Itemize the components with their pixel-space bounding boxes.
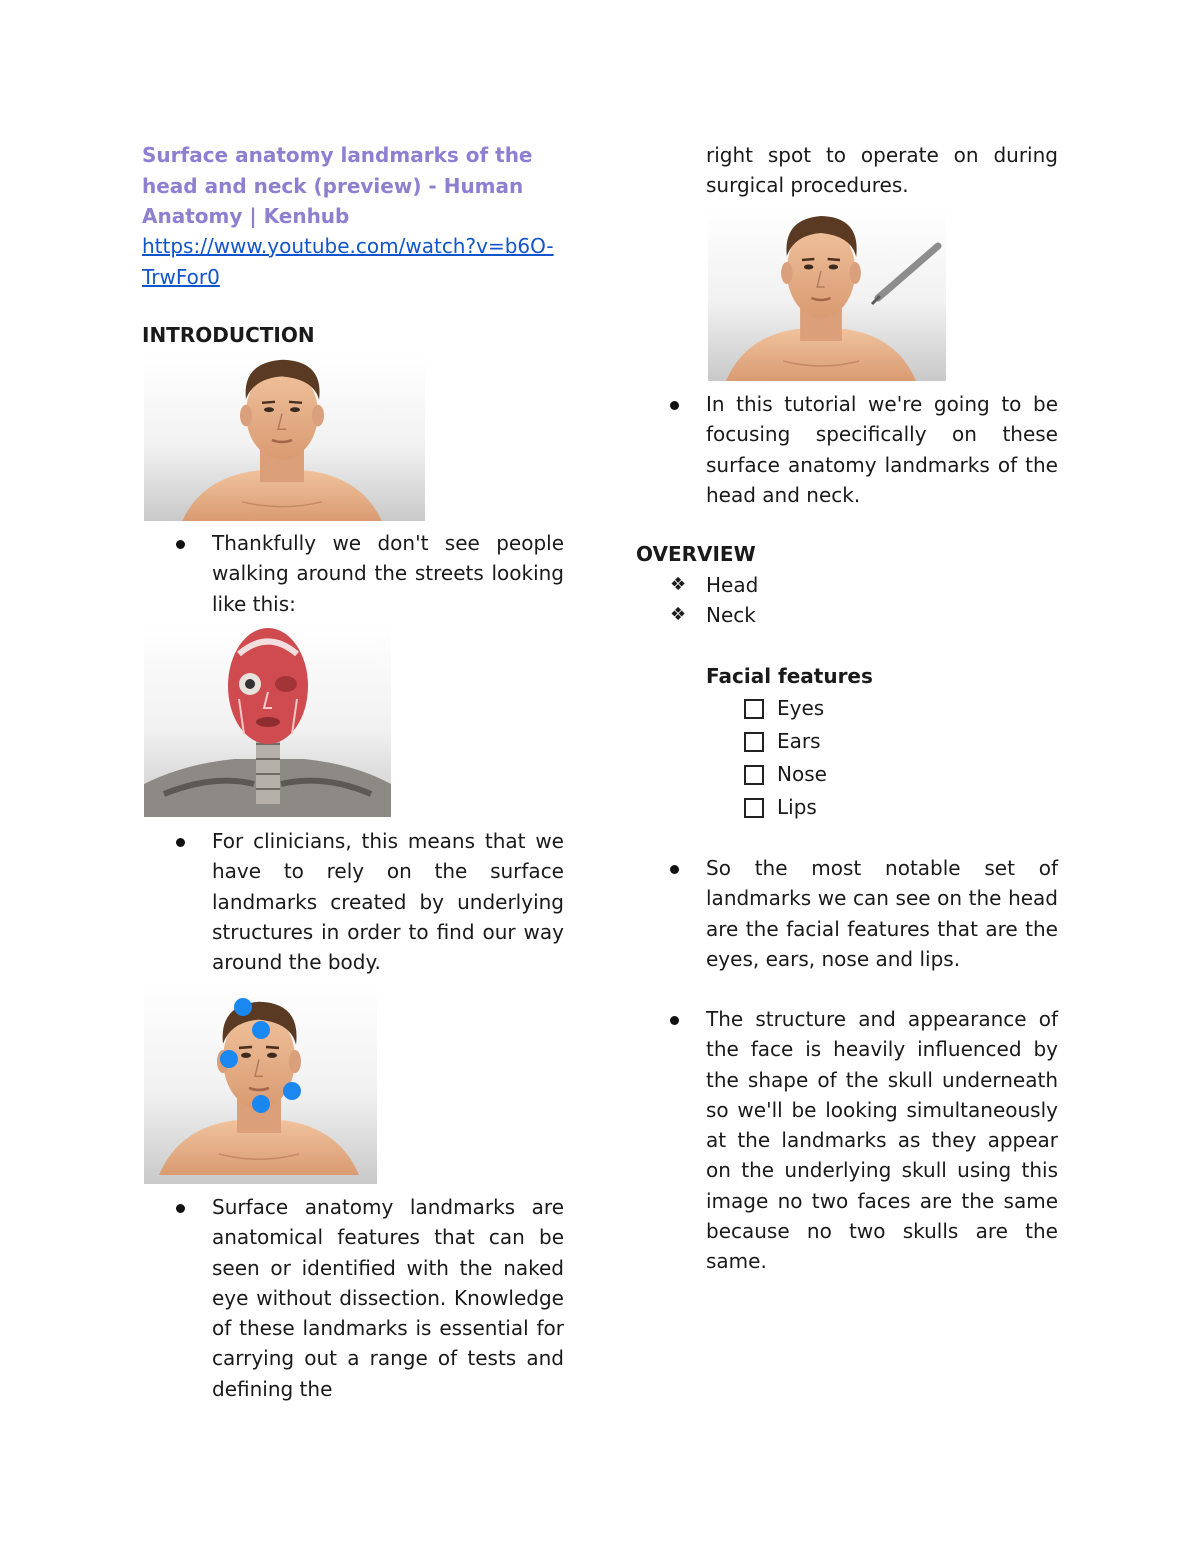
- intro-bullet-2: [212, 826, 564, 977]
- intro-heading: INTRODUCTION: [142, 323, 315, 347]
- bullet-dot-icon: [176, 838, 185, 847]
- facial-item-label: Eyes: [777, 696, 825, 720]
- checkbox-icon[interactable]: [744, 798, 764, 818]
- checkbox-icon[interactable]: [744, 699, 764, 719]
- face-landmark-illustration: [144, 981, 377, 1184]
- intro-bullet-1: [212, 528, 564, 619]
- checkbox-icon[interactable]: [744, 765, 764, 785]
- landmark-marker: [252, 1021, 270, 1039]
- bullet-dot-icon: [176, 1204, 185, 1213]
- overview-item-label: Neck: [706, 603, 756, 627]
- facial-item-lips[interactable]: [777, 792, 817, 822]
- muscle-skull-illustration: [144, 624, 391, 817]
- landmark-marker: [283, 1082, 301, 1100]
- bullet-dot-icon: [670, 401, 679, 410]
- bullet-text: So the most notable set of landmarks we can see on the head are the facial features that are the eyes, ears, nose and lips.: [706, 856, 1058, 971]
- overview-item-label: Head: [706, 573, 759, 597]
- facial-item-ears[interactable]: [777, 726, 821, 756]
- intro-bullet-3: [212, 1192, 564, 1404]
- overview-bullet-2: [706, 1004, 1058, 1277]
- bullet-text: Thankfully we don't see people walking around the streets looking like this:: [212, 531, 564, 616]
- facial-item-nose[interactable]: [777, 759, 827, 789]
- diamond-bullet-icon: ❖: [670, 574, 687, 595]
- bullet-text: In this tutorial we're going to be focusing specifically on these surface anatomy landmarks of the head and neck.: [706, 392, 1058, 507]
- facial-item-label: Lips: [777, 795, 817, 819]
- face-figure-scalpel: [708, 206, 946, 381]
- facial-item-eyes[interactable]: [777, 693, 824, 723]
- tutorial-bullet: [706, 389, 1058, 510]
- face-figure-markers: [144, 981, 377, 1184]
- facial-item-label: Nose: [777, 762, 827, 786]
- diamond-bullet-icon: ❖: [670, 604, 687, 625]
- landmark-marker: [220, 1050, 238, 1068]
- intro-continued-text: right spot to operate on during surgical procedures.: [706, 143, 1058, 198]
- bullet-text: The structure and appearance of the face is heavily influenced by the shape of the skull underneath so we'll be looking simultaneously at the landmarks as they appear on the underlying skull using this image no two faces are the same because no two skulls are the same.: [706, 1007, 1058, 1274]
- checkbox-icon[interactable]: [744, 732, 764, 752]
- document-title: Surface anatomy landmarks of the head and neck (preview) - Human Anatomy | Kenhub: [142, 143, 533, 228]
- bullet-dot-icon: [670, 865, 679, 874]
- overview-bullet-1: [706, 853, 1058, 974]
- bullet-text: Surface anatomy landmarks are anatomical features that can be seen or identified with the naked eye without dissection. Knowledge of these landmarks is essential for carrying out a range of tests and defining the: [212, 1195, 564, 1401]
- bullet-dot-icon: [670, 1016, 679, 1025]
- face-figure-1: [144, 355, 425, 521]
- overview-item-neck: [670, 600, 756, 630]
- landmark-marker: [234, 998, 252, 1016]
- muscle-figure: [144, 624, 391, 817]
- overview-heading: OVERVIEW: [636, 542, 756, 566]
- facial-features-heading: Facial features: [706, 664, 873, 688]
- facial-item-label: Ears: [777, 729, 821, 753]
- face-scalpel-illustration: [708, 206, 946, 381]
- bullet-dot-icon: [176, 540, 185, 549]
- overview-item-head: [670, 570, 759, 600]
- landmark-marker: [252, 1095, 270, 1113]
- face-illustration: [144, 355, 425, 521]
- bullet-text: For clinicians, this means that we have to rely on the surface landmarks created by underlying structures in order to find our way around the body.: [212, 829, 564, 975]
- video-link[interactable]: https://www.youtube.com/watch?v=b6O-TrwFor0: [142, 234, 554, 289]
